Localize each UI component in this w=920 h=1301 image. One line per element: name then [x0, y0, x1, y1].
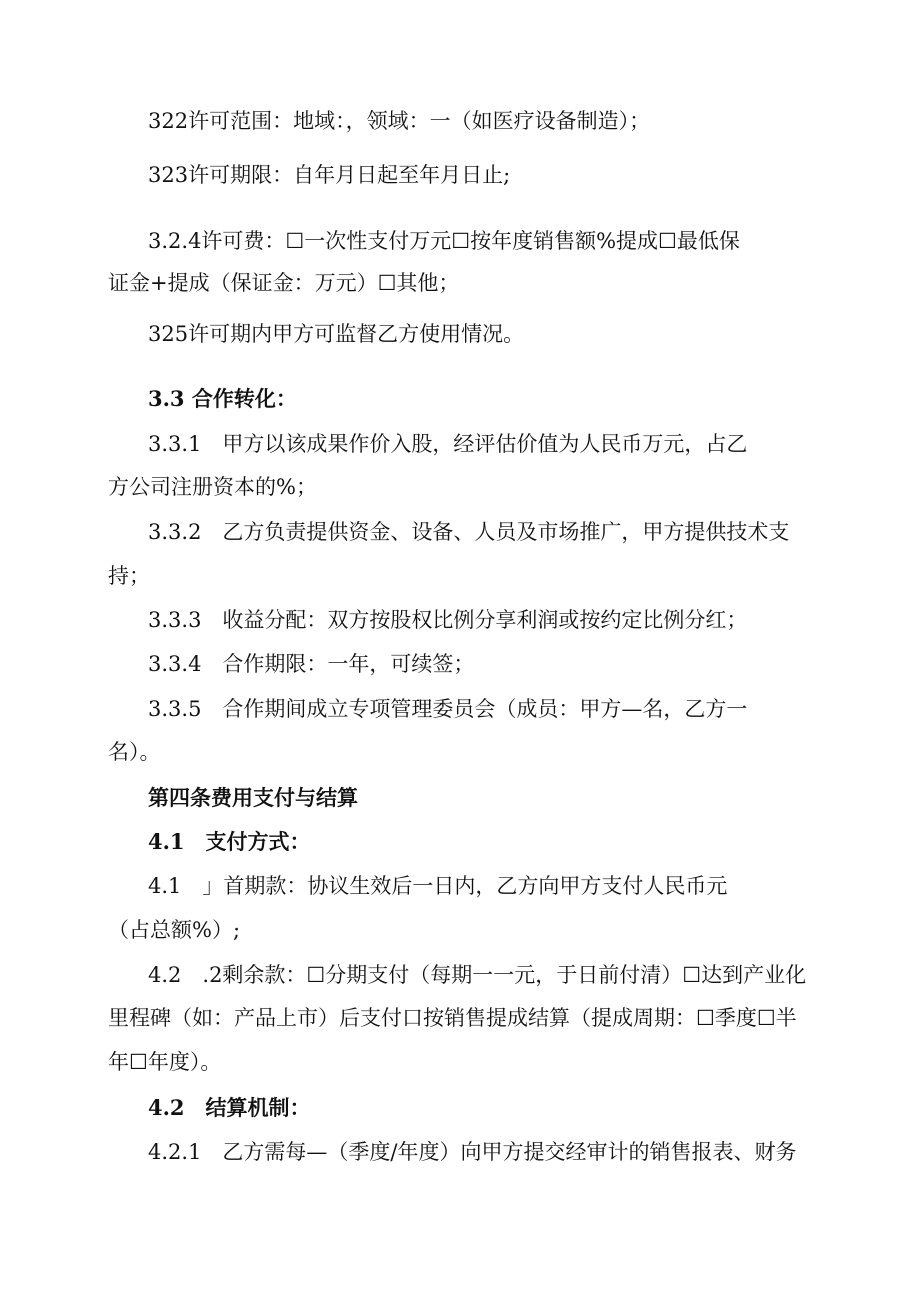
clause-3-2-4: 3.2.4许可费：☐一次性支付万元☐按年度销售额%提成☐最低保 [148, 229, 740, 253]
section-4-2-heading: 4.2 结算机制： [148, 1095, 311, 1120]
clause-3-2-3: 323许可期限：自年月日起至年月日止; [148, 163, 511, 187]
clause-3-3-4: 3.3.4 合作期限：一年，可续签； [148, 652, 475, 676]
clause-3-3-2: 3.3.2 乙方负责提供资金、设备、人员及市场推广，甲方提供技术支 [148, 520, 790, 544]
clause-3-3-2-cont: 持； [108, 564, 150, 588]
clause-3-3-3: 3.3.3 收益分配：双方按股权比例分享利润或按约定比例分红； [148, 608, 748, 632]
clause-3-3-5-cont: 名）。 [108, 740, 161, 764]
clause-3-3-1-cont: 方公司注册资本的%； [108, 475, 317, 499]
section-3-3-heading: 3.3 合作转化： [148, 386, 297, 411]
clause-4-2-1: 4.2.1 乙方需每—（季度/年度）向甲方提交经审计的销售报表、财务 [148, 1140, 797, 1164]
section-4-1-heading: 4.1 支付方式： [148, 829, 311, 854]
clause-3-2-5: 325许可期内甲方可监督乙方使用情况。 [148, 322, 525, 346]
clause-3-2-4-cont: 证金+提成（保证金：万元）☐其他； [108, 271, 460, 295]
clause-4-1-2: 4.2 .2剩余款：☐分期支付（每期一一元，于日前付清）☐达到产业化 [148, 963, 807, 987]
clause-3-3-5: 3.3.5 合作期间成立专项管理委员会（成员：甲方—名，乙方一 [148, 697, 748, 721]
clause-4-1-2-cont2: 年☐年度）。 [108, 1050, 222, 1074]
article-4-heading: 第四条费用支付与结算 [148, 785, 358, 810]
clause-3-3-1: 3.3.1 甲方以该成果作价入股，经评估价值为人民币万元，占乙 [148, 432, 748, 456]
clause-3-2-2: 322许可范围：地域：，领域：一（如医疗设备制造）； [148, 109, 651, 133]
clause-4-1-2-cont: 里程碑（如：产品上市）后支付口按销售提成结算（提成周期：☐季度☐半 [108, 1006, 797, 1030]
clause-4-1-1: 4.1 」首期款：协议生效后一日内，乙方向甲方支付人民币元 [148, 874, 728, 898]
clause-4-1-1-cont: （占总额%）; [108, 918, 241, 942]
